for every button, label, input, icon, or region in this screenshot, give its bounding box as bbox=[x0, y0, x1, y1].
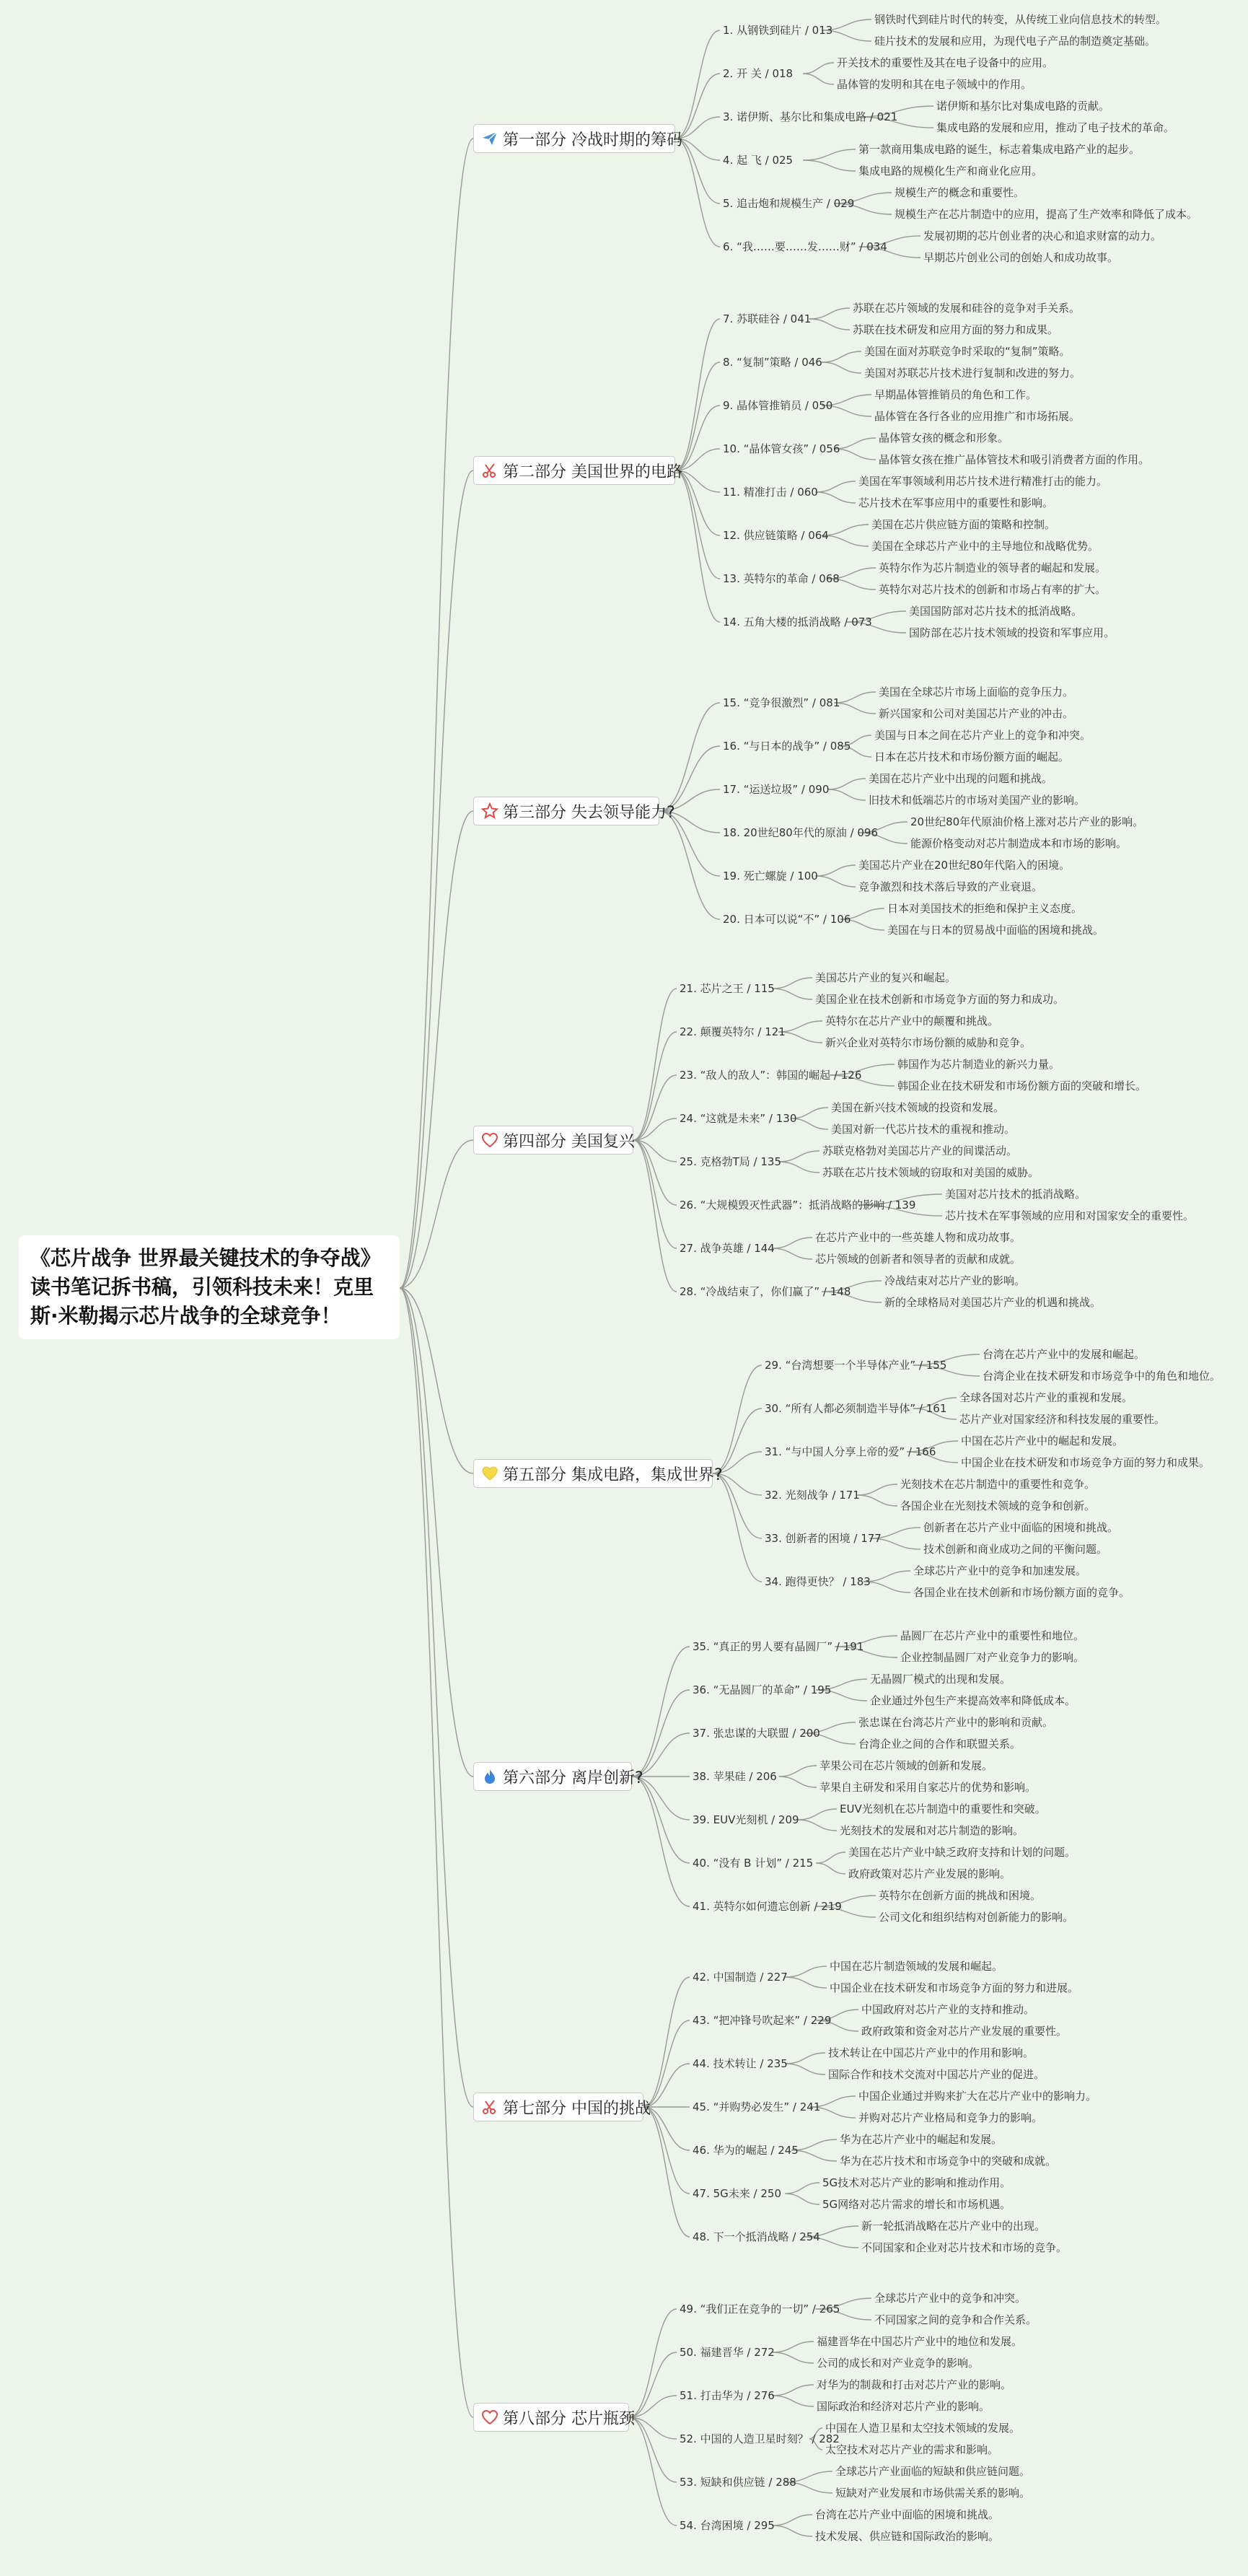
chapter-node[interactable]: 25. 克格勃T局 / 135 bbox=[680, 1155, 782, 1168]
chapter-node[interactable]: 18. 20世纪80年代的原油 / 096 bbox=[723, 826, 879, 839]
detail-note: EUV光刻机在芯片制造中的重要性和突破。 bbox=[840, 1802, 1046, 1815]
connector-line bbox=[643, 2107, 690, 2237]
detail-note: 美国与日本之间在芯片产业上的竞争和冲突。 bbox=[874, 729, 1091, 742]
detail-note: 不同国家和企业对芯片技术和市场的竞争。 bbox=[861, 2241, 1068, 2254]
paper-plane-icon bbox=[481, 130, 503, 147]
chapter-node[interactable]: 40. “没有 B 计划” / 215 bbox=[693, 1857, 814, 1870]
connector-line bbox=[713, 1365, 762, 1473]
detail-note: 芯片技术在军事领域的应用和对国家安全的重要性。 bbox=[945, 1209, 1195, 1222]
detail-note: 芯片产业对国家经济和科技发展的重要性。 bbox=[959, 1413, 1166, 1426]
part-title: 第三部分 失去领导能力? bbox=[503, 803, 675, 822]
chapter-node[interactable]: 46. 华为的崛起 / 245 bbox=[693, 2144, 799, 2157]
detail-note: 美国在芯片供应链方面的策略和控制。 bbox=[871, 518, 1056, 531]
chapter-node[interactable]: 14. 五角大楼的抵消战略 / 073 bbox=[723, 615, 872, 628]
detail-note: 福建晋华在中国芯片产业中的地位和发展。 bbox=[817, 2335, 1023, 2348]
detail-note: 不同国家之间的竞争和合作关系。 bbox=[874, 2313, 1037, 2326]
connector-line bbox=[785, 1977, 827, 1988]
detail-note: 美国对芯片技术的抵消战略。 bbox=[945, 1188, 1086, 1201]
chapter-node[interactable]: 45. “并购势必发生” / 241 bbox=[693, 2100, 821, 2113]
detail-note: 晶体管的发明和其在电子领域中的作用。 bbox=[837, 78, 1032, 91]
detail-note: 企业通过外包生产来提高效率和降低成本。 bbox=[870, 1694, 1076, 1707]
detail-note: 英特尔作为芯片制造业的领导者的崛起和发展。 bbox=[879, 561, 1107, 574]
heart-icon bbox=[481, 1131, 503, 1149]
connector-line bbox=[632, 1777, 690, 1906]
chapter-node[interactable]: 1. 从钢铁到硅片 / 013 bbox=[723, 24, 833, 37]
scissors-icon bbox=[481, 462, 503, 479]
chapter-node[interactable]: 34. 跑得更快？ / 183 bbox=[765, 1575, 871, 1588]
chapter-node[interactable]: 53. 短缺和供应链 / 288 bbox=[680, 2476, 796, 2489]
detail-note: 集成电路的发展和应用，推动了电子技术的革命。 bbox=[936, 121, 1175, 134]
detail-note: 韩国作为芯片制造业的新兴力量。 bbox=[897, 1058, 1060, 1071]
detail-note: 硅片技术的发展和应用，为现代电子产品的制造奠定基础。 bbox=[874, 35, 1156, 48]
detail-note: 光刻技术在芯片制造中的重要性和竞争。 bbox=[900, 1478, 1096, 1491]
detail-note: 新兴国家和公司对美国芯片产业的冲击。 bbox=[879, 707, 1074, 720]
detail-note: 美国在全球芯片市场上面临的竞争压力。 bbox=[879, 685, 1074, 698]
detail-note: 新一轮抵消战略在芯片产业中的出现。 bbox=[861, 2220, 1046, 2233]
detail-note: 华为在芯片技术和市场竞争中的突破和成就。 bbox=[840, 2155, 1057, 2168]
connector-line bbox=[822, 351, 861, 362]
detail-note: 美国在面对苏联竞争时采取的“复制”策略。 bbox=[864, 345, 1071, 358]
detail-note: 苹果自主研发和采用自家芯片的优势和影响。 bbox=[819, 1781, 1037, 1794]
detail-note: 诺伊斯和基尔比对集成电路的贡献。 bbox=[936, 100, 1110, 113]
detail-note: 全球芯片产业中的竞争和加速发展。 bbox=[913, 1564, 1087, 1577]
root-topic[interactable]: 《芯片战争 世界最关键技术的争夺战》读书笔记拆书稿，引领科技未来！克里斯·米勒揭示芯片战争的全球竞争！ bbox=[19, 1235, 400, 1339]
detail-note: 英特尔在创新方面的挑战和困境。 bbox=[879, 1889, 1042, 1902]
detail-note: 苏联克格勃对美国芯片产业的间谍活动。 bbox=[822, 1144, 1018, 1157]
connector-line bbox=[809, 319, 850, 330]
chapter-node[interactable]: 30. “所有人都必须制造半导体” / 161 bbox=[765, 1402, 947, 1415]
connector-line bbox=[772, 2352, 814, 2363]
connector-line bbox=[675, 139, 720, 247]
detail-note: 国防部在芯片技术领域的投资和军事应用。 bbox=[909, 626, 1115, 639]
detail-note: 苏联在芯片技术领域的窃取和对美国的威胁。 bbox=[822, 1166, 1040, 1179]
detail-note: 公司的成长和对产业竞争的影响。 bbox=[817, 2357, 980, 2370]
connector-line bbox=[834, 449, 876, 460]
detail-note: 华为在芯片产业中的崛起和发展。 bbox=[840, 2133, 1003, 2146]
detail-note: 旧技术和低端芯片的市场对美国产业的影响。 bbox=[869, 794, 1086, 807]
connector-line bbox=[809, 308, 850, 319]
detail-note: 台湾企业之间的合作和联盟关系。 bbox=[858, 1738, 1021, 1751]
detail-note: 技术发展、供应链和国际政治的影响。 bbox=[815, 2530, 1000, 2543]
detail-note: 英特尔对芯片技术的创新和市场占有率的扩大。 bbox=[879, 583, 1107, 596]
detail-note: 5G网络对芯片需求的增长和市场机遇。 bbox=[822, 2198, 1011, 2211]
chapter-node[interactable]: 23. “敌人的敌人”：韩国的崛起 / 126 bbox=[680, 1069, 862, 1082]
chapter-node[interactable]: 17. “运送垃圾” / 090 bbox=[723, 783, 830, 796]
detail-note: 开关技术的重要性及其在电子设备中的应用。 bbox=[837, 56, 1054, 69]
chapter-node[interactable]: 41. 英特尔如何遗忘创新 / 219 bbox=[693, 1900, 842, 1913]
connector-line bbox=[798, 1820, 837, 1831]
chapter-node[interactable]: 10. “晶体管女孩” / 056 bbox=[723, 442, 840, 455]
detail-note: 技术转让在中国芯片产业中的作用和影响。 bbox=[828, 2046, 1034, 2059]
chapter-node[interactable]: 31. “与中国人分享上帝的爱” / 166 bbox=[765, 1445, 936, 1458]
detail-note: 各国企业在光刻技术领域的竞争和创新。 bbox=[900, 1499, 1096, 1512]
connector-line bbox=[834, 703, 876, 714]
detail-note: 国际政治和经济对芯片产业的影响。 bbox=[817, 2400, 990, 2413]
detail-note: 韩国企业在技术研发和市场份额方面的突破和增长。 bbox=[897, 1079, 1147, 1092]
part-title: 第六部分 离岸创新? bbox=[503, 1769, 643, 1787]
connector-line bbox=[803, 160, 856, 171]
part-title: 第五部分 集成电路，集成世界? bbox=[503, 1466, 723, 1484]
connector-line bbox=[400, 1288, 473, 2417]
connector-line bbox=[779, 1766, 817, 1777]
chapter-node[interactable]: 39. EUV光刻机 / 209 bbox=[693, 1813, 799, 1826]
chapter-node[interactable]: 37. 张忠谋的大联盟 / 200 bbox=[693, 1727, 820, 1740]
chapter-node[interactable]: 12. 供应链策略 / 064 bbox=[723, 529, 829, 542]
chapter-node[interactable]: 11. 精准打击 / 060 bbox=[723, 486, 818, 499]
part-node[interactable] bbox=[473, 1762, 643, 1791]
connector-line bbox=[785, 2053, 825, 2064]
connector-line bbox=[803, 63, 834, 74]
chapter-node[interactable]: 21. 芯片之王 / 115 bbox=[680, 982, 775, 995]
connector-line bbox=[400, 470, 473, 1288]
chapter-node[interactable]: 4. 起 飞 / 025 bbox=[723, 154, 794, 167]
part-title: 第八部分 芯片瓶颈 bbox=[503, 2409, 635, 2428]
connector-line bbox=[643, 2020, 690, 2107]
connector-line bbox=[633, 989, 677, 1140]
chapter-node[interactable]: 9. 晶体管推销员 / 050 bbox=[723, 399, 833, 412]
connector-line bbox=[772, 978, 812, 989]
connector-line bbox=[857, 1495, 897, 1506]
detail-note: 能源价格变动对芯片制造成本和市场的影响。 bbox=[910, 837, 1128, 850]
connector-line bbox=[632, 1777, 690, 1863]
detail-note: 台湾在芯片产业中面临的困境和挑战。 bbox=[815, 2508, 1000, 2521]
detail-note: 中国企业通过并购来扩大在芯片产业中的影响力。 bbox=[858, 2090, 1097, 2103]
connector-line bbox=[816, 1863, 845, 1874]
detail-note: 台湾在芯片产业中的发展和崛起。 bbox=[983, 1348, 1146, 1361]
part-node[interactable] bbox=[473, 2093, 651, 2121]
connector-line bbox=[785, 2064, 825, 2075]
chapter-node[interactable]: 36. “无晶圆厂的革命” / 195 bbox=[693, 1683, 832, 1696]
connector-line bbox=[785, 2183, 819, 2194]
detail-note: 新兴企业对英特尔市场份额的威胁和竞争。 bbox=[825, 1036, 1032, 1049]
chapter-node[interactable]: 43. “把冲锋号吹起来” / 229 bbox=[693, 2014, 832, 2027]
detail-note: 中国政府对芯片产业的支持和推动。 bbox=[861, 2003, 1035, 2016]
detail-note: 中国在芯片制造领域的发展和崛起。 bbox=[830, 1960, 1003, 1973]
detail-note: 中国企业在技术研发和市场竞争方面的努力和成果。 bbox=[961, 1456, 1210, 1469]
chapter-node[interactable]: 32. 光刻战争 / 171 bbox=[765, 1489, 860, 1502]
chapter-node[interactable]: 2. 开 关 / 018 bbox=[723, 67, 794, 80]
chapter-node[interactable]: 51. 打击华为 / 276 bbox=[680, 2389, 775, 2402]
part-node[interactable] bbox=[473, 124, 682, 153]
chapter-node[interactable]: 24. “这就是未来” / 130 bbox=[680, 1112, 797, 1125]
connector-line bbox=[772, 2515, 812, 2525]
part-title: 第一部分 冷战时期的筹码 bbox=[503, 131, 682, 149]
connector-line bbox=[400, 139, 473, 1288]
detail-note: 张忠谋在台湾芯片产业中的影响和贡献。 bbox=[858, 1716, 1054, 1729]
detail-note: 中国企业在技术研发和市场竞争方面的努力和进展。 bbox=[830, 1981, 1079, 1994]
detail-note: 苏联在芯片领域的发展和硅谷的竞争对手关系。 bbox=[853, 302, 1081, 315]
detail-note: 规模生产在芯片制造中的应用，提高了生产效率和降低了成本。 bbox=[895, 208, 1198, 221]
scissors-icon bbox=[481, 2098, 503, 2116]
connector-line bbox=[632, 1647, 690, 1777]
chapter-node[interactable]: 5. 追击炮和规模生产 / 029 bbox=[723, 197, 855, 210]
connector-line bbox=[798, 1809, 837, 1820]
connector-line bbox=[822, 362, 861, 373]
detail-note: 日本对美国技术的拒绝和保护主义态度。 bbox=[887, 902, 1083, 915]
detail-note: 并购对芯片产业格局和竞争力的影响。 bbox=[858, 2111, 1043, 2124]
connector-line bbox=[713, 1473, 762, 1582]
detail-note: 规模生产的概念和重要性。 bbox=[895, 186, 1025, 199]
connector-line bbox=[815, 865, 856, 876]
connector-line bbox=[772, 2341, 814, 2352]
connector-line bbox=[629, 2417, 677, 2525]
chapter-node[interactable]: 22. 颠覆英特尔 / 121 bbox=[680, 1025, 786, 1038]
connector-line bbox=[834, 692, 876, 703]
detail-note: 新的全球格局对美国芯片产业的机遇和挑战。 bbox=[884, 1296, 1102, 1309]
detail-note: 美国芯片产业在20世纪80年代陷入的困境。 bbox=[858, 859, 1071, 872]
part-node[interactable] bbox=[473, 2403, 635, 2432]
connector-line bbox=[803, 74, 834, 84]
connector-line bbox=[675, 470, 720, 622]
detail-note: 芯片技术在军事应用中的重要性和影响。 bbox=[858, 496, 1054, 509]
connector-line bbox=[633, 1140, 677, 1292]
connector-line bbox=[632, 1690, 690, 1777]
connector-line bbox=[772, 989, 812, 999]
detail-note: 太空技术对芯片产业的需求和影响。 bbox=[825, 2443, 999, 2456]
chapter-node[interactable]: 16. “与日本的战争” / 085 bbox=[723, 740, 851, 753]
connector-line bbox=[828, 779, 866, 789]
connector-line bbox=[834, 438, 876, 449]
chapter-node[interactable]: 54. 台湾困境 / 295 bbox=[680, 2519, 775, 2532]
detail-note: 美国在新兴技术领域的投资和发展。 bbox=[831, 1101, 1005, 1114]
connector-line bbox=[815, 481, 856, 492]
detail-note: 在芯片产业中的一些英雄人物和成功故事。 bbox=[815, 1231, 1021, 1244]
connector-line bbox=[675, 319, 720, 470]
connector-line bbox=[772, 2385, 814, 2396]
detail-note: 对华为的制裁和打击对芯片产业的影响。 bbox=[817, 2378, 1012, 2391]
detail-note: 竞争激烈和技术落后导致的产业衰退。 bbox=[858, 880, 1043, 893]
detail-note: 全球芯片产业面临的短缺和供应链问题。 bbox=[835, 2465, 1031, 2478]
connector-line bbox=[772, 2525, 812, 2536]
connector-line bbox=[803, 149, 856, 160]
detail-note: 各国企业在技术创新和市场份额方面的竞争。 bbox=[913, 1586, 1130, 1599]
detail-note: 20世纪80年代原油价格上涨对芯片产业的影响。 bbox=[910, 815, 1144, 828]
detail-note: 无晶圆厂模式的出现和发展。 bbox=[870, 1673, 1011, 1686]
detail-note: 集成电路的规模化生产和商业化应用。 bbox=[858, 165, 1043, 178]
chapter-node[interactable]: 6. “我……要……发……财” / 034 bbox=[723, 240, 887, 253]
detail-note: 创新者在芯片产业中面临的困境和挑战。 bbox=[923, 1521, 1119, 1534]
chapter-node[interactable]: 44. 技术转让 / 235 bbox=[693, 2057, 788, 2070]
chapter-node[interactable]: 38. 苹果硅 / 206 bbox=[693, 1770, 777, 1783]
chapter-node[interactable]: 20. 日本可以说“不” / 106 bbox=[723, 913, 851, 926]
detail-note: 美国企业在技术创新和市场竞争方面的努力和成功。 bbox=[815, 993, 1065, 1006]
connector-line bbox=[772, 1237, 812, 1248]
chapter-node[interactable]: 33. 创新者的困境 / 177 bbox=[765, 1532, 882, 1545]
connector-line bbox=[675, 470, 720, 579]
detail-note: 苏联在技术研发和应用方面的努力和成果。 bbox=[853, 323, 1059, 336]
detail-note: 企业控制晶圆厂对产业竞争力的影响。 bbox=[900, 1651, 1085, 1664]
connector-line bbox=[816, 1852, 845, 1863]
chapter-node[interactable]: 7. 苏联硅谷 / 041 bbox=[723, 312, 812, 325]
detail-note: 早期芯片创业公司的创始人和成功故事。 bbox=[923, 251, 1119, 264]
chapter-node[interactable]: 35. “真正的男人要有晶圆厂” / 191 bbox=[693, 1640, 864, 1653]
connector-line bbox=[815, 492, 856, 503]
connector-line bbox=[778, 1162, 819, 1173]
detail-note: 芯片领域的创新者和领导者的贡献和成就。 bbox=[815, 1253, 1021, 1266]
detail-note: 政府政策对芯片产业发展的影响。 bbox=[848, 1867, 1011, 1880]
detail-note: 早期晶体管推销员的角色和工作。 bbox=[874, 388, 1037, 401]
detail-note: 美国国防部对芯片技术的抵消战略。 bbox=[909, 605, 1083, 618]
connector-line bbox=[815, 876, 856, 887]
fire-icon bbox=[481, 1768, 503, 1785]
connector-line bbox=[633, 1140, 677, 1248]
chapter-node[interactable]: 28. “冷战结束了，你们赢了” / 148 bbox=[680, 1285, 851, 1298]
detail-note: 国际合作和技术交流对中国芯片产业的促进。 bbox=[828, 2068, 1045, 2081]
detail-note: 美国在全球芯片产业中的主导地位和战略优势。 bbox=[871, 540, 1099, 553]
detail-note: 技术创新和商业成功之间的平衡问题。 bbox=[923, 1543, 1108, 1556]
chapter-node[interactable]: 26. “大规模毁灭性武器”：抵消战略的影响 / 139 bbox=[680, 1199, 916, 1212]
connector-line bbox=[633, 1032, 677, 1140]
chapter-node[interactable]: 42. 中国制造 / 227 bbox=[693, 1971, 788, 1984]
detail-note: 苹果公司在芯片领域的创新和发展。 bbox=[819, 1759, 993, 1772]
detail-note: 全球芯片产业中的竞争和冲突。 bbox=[874, 2292, 1027, 2305]
chapter-node[interactable]: 3. 诺伊斯、基尔比和集成电路 / 021 bbox=[723, 110, 898, 123]
part-node[interactable] bbox=[473, 797, 675, 825]
detail-note: 美国芯片产业的复兴和崛起。 bbox=[815, 971, 957, 984]
connector-line bbox=[400, 1140, 473, 1288]
chapter-node[interactable]: 47. 5G未来 / 250 bbox=[693, 2187, 782, 2200]
detail-note: 美国在芯片产业中出现的问题和挑战。 bbox=[869, 772, 1053, 785]
connector-line bbox=[675, 362, 720, 470]
chapter-node[interactable]: 13. 英特尔的革命 / 068 bbox=[723, 572, 840, 585]
detail-note: 政府政策和资金对芯片产业发展的重要性。 bbox=[861, 2025, 1068, 2038]
detail-note: 冷战结束对芯片产业的影响。 bbox=[884, 1274, 1026, 1287]
part-title: 第四部分 美国复兴 bbox=[503, 1132, 635, 1151]
detail-note: 美国在军事领域利用芯片技术进行精准打击的能力。 bbox=[858, 475, 1108, 488]
detail-note: 晶体管女孩的概念和形象。 bbox=[879, 431, 1009, 444]
chapter-node[interactable]: 48. 下一个抵消战略 / 254 bbox=[693, 2230, 820, 2243]
detail-note: 中国在人造卫星和太空技术领域的发展。 bbox=[825, 2422, 1021, 2435]
detail-note: 钢铁时代到硅片时代的转变，从传统工业向信息技术的转型。 bbox=[874, 13, 1167, 26]
star-icon bbox=[481, 802, 503, 820]
detail-note: 日本在芯片技术和市场份额方面的崛起。 bbox=[874, 750, 1070, 763]
detail-note: 短缺对产业发展和市场供需关系的影响。 bbox=[835, 2487, 1031, 2500]
connector-line bbox=[828, 789, 866, 800]
connector-line bbox=[779, 1777, 817, 1787]
chapter-node[interactable]: 50. 福建晋华 / 272 bbox=[680, 2346, 775, 2359]
detail-note: 晶体管女孩在推广晶体管技术和吸引消费者方面的作用。 bbox=[879, 453, 1150, 466]
detail-note: 台湾企业在技术研发和市场竞争中的角色和地位。 bbox=[983, 1370, 1221, 1383]
connector-line bbox=[772, 2396, 814, 2406]
connector-line bbox=[643, 2107, 690, 2194]
part-node[interactable] bbox=[473, 1459, 723, 1488]
connector-line bbox=[659, 703, 720, 811]
detail-note: 美国在芯片产业中缺乏政府支持和计划的问题。 bbox=[848, 1846, 1076, 1859]
detail-note: 全球各国对芯片产业的重视和发展。 bbox=[959, 1391, 1133, 1404]
detail-note: 第一款商用集成电路的诞生，标志着集成电路产业的起步。 bbox=[858, 143, 1141, 156]
connector-line bbox=[857, 1484, 897, 1495]
connector-line bbox=[785, 2194, 819, 2204]
connector-line bbox=[400, 1288, 473, 2107]
part-title: 第七部分 中国的挑战 bbox=[503, 2099, 651, 2118]
chapter-node[interactable]: 15. “竞争很激烈” / 081 bbox=[723, 696, 840, 709]
detail-note: 美国对新一代芯片技术的重视和推动。 bbox=[831, 1123, 1016, 1136]
chapter-node[interactable]: 52. 中国的人造卫星时刻？ / 282 bbox=[680, 2432, 840, 2445]
chapter-node[interactable]: 19. 死亡螺旋 / 100 bbox=[723, 869, 818, 882]
connector-line bbox=[675, 30, 720, 139]
detail-note: 中国在芯片产业中的崛起和发展。 bbox=[961, 1434, 1124, 1447]
connector-line bbox=[629, 2309, 677, 2417]
detail-note: 光刻技术的发展和对芯片制造的影响。 bbox=[840, 1824, 1024, 1837]
connector-line bbox=[659, 811, 720, 919]
part-node[interactable] bbox=[473, 456, 682, 485]
detail-note: 英特尔在芯片产业中的颠覆和挑战。 bbox=[825, 1015, 999, 1028]
connector-line bbox=[772, 1248, 812, 1259]
detail-note: 美国在与日本的贸易战中面临的困境和挑战。 bbox=[887, 924, 1104, 937]
detail-note: 公司文化和组织结构对创新能力的影响。 bbox=[879, 1911, 1074, 1924]
connector-line bbox=[785, 1966, 827, 1977]
chapter-node[interactable]: 29. “台湾想要一个半导体产业” / 155 bbox=[765, 1359, 947, 1372]
connector-line bbox=[778, 1151, 819, 1162]
heart-icon bbox=[481, 1465, 503, 1482]
part-title: 第二部分 美国世界的电路 bbox=[503, 463, 682, 481]
chapter-node[interactable]: 27. 战争英雄 / 144 bbox=[680, 1242, 775, 1255]
connector-line bbox=[643, 1977, 690, 2107]
detail-note: 5G技术对芯片产业的影响和推动作用。 bbox=[822, 2176, 1011, 2189]
chapter-node[interactable]: 49. “我们正在竞争的一切” / 265 bbox=[680, 2303, 840, 2316]
detail-note: 晶圆厂在芯片产业中的重要性和地位。 bbox=[900, 1629, 1085, 1642]
detail-note: 发展初期的芯片创业者的决心和追求财富的动力。 bbox=[923, 229, 1162, 242]
detail-note: 美国对苏联芯片技术进行复制和改进的努力。 bbox=[864, 367, 1081, 380]
part-node[interactable] bbox=[473, 1126, 633, 1155]
chapter-node[interactable]: 8. “复制”策略 / 046 bbox=[723, 356, 822, 369]
heart-icon bbox=[481, 2409, 503, 2426]
detail-note: 晶体管在各行各业的应用推广和市场拓展。 bbox=[874, 410, 1081, 423]
